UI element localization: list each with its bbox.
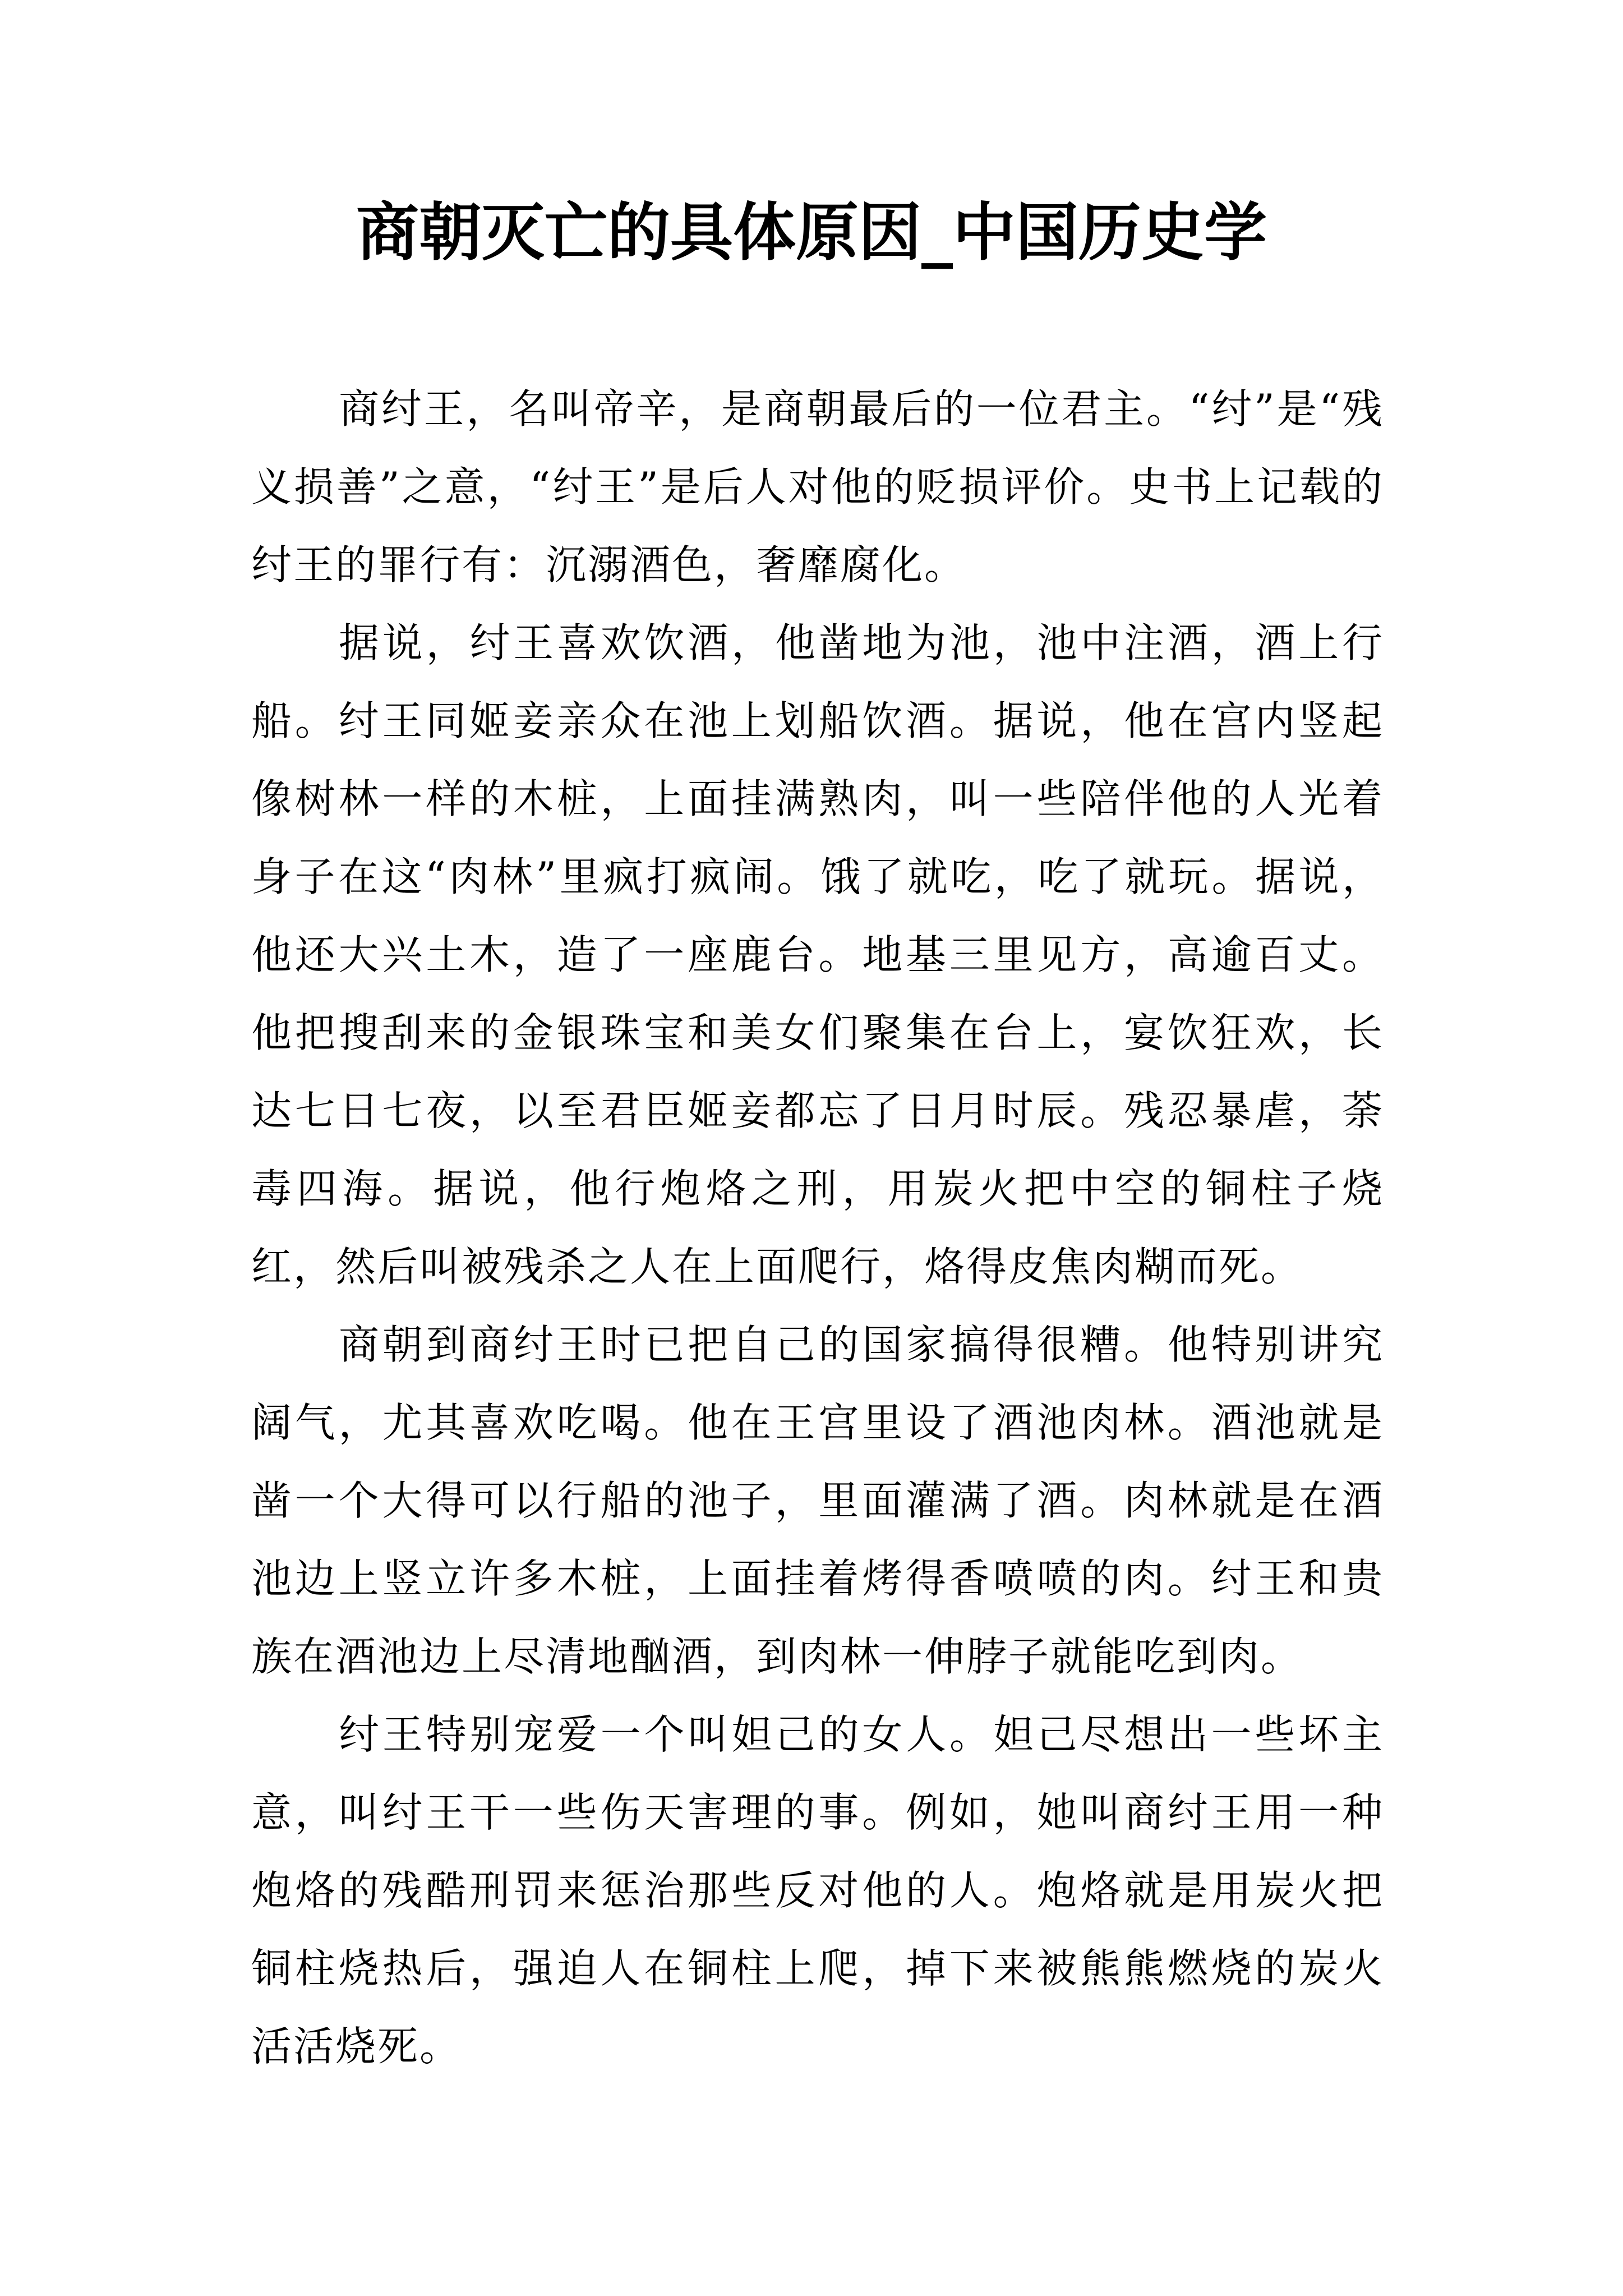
paragraph: 纣王特别宠爱一个叫妲己的女人。妲己尽想出一些坏主意，叫纣王干一些伤天害理的事。例如，她叫商纣王用一种炮烙的残酷刑罚来惩治那些反对他的人。炮烙就是用炭火把铜柱烧热后，强迫人在铜柱上爬，掉下来被熊熊燃烧的炭火活活烧死。 <box>251 1711 1384 2070</box>
document-title: 商朝灭亡的具体原因_中国历史学 <box>356 196 1267 269</box>
paragraph: 商朝到商纣王时已把自己的国家搞得很糟。他特别讲究阔气，尤其喜欢吃喝。他在王宫里设了酒池肉林。酒池就是凿一个大得可以行船的池子，里面灌满了酒。肉林就是在酒池边上竖立许多木桩，上面挂着烤得香喷喷的肉。纣王和贵族在酒池边上尽清地酗酒，到肉林一伸脖子就能吃到肉。 <box>251 1321 1384 1680</box>
document-body <box>251 370 1384 2086</box>
paragraph: 据说，纣王喜欢饮酒，他凿地为池，池中注酒，酒上行船。纣王同姬妾亲众在池上划船饮酒。据说，他在宫内竖起像树林一样的木桩，上面挂满熟肉，叫一些陪伴他的人光着身子在这“肉林”里疯打疯闹。饿了就吃，吃了就玩。据说，他还大兴土木，造了一座鹿台。地基三里见方，高逾百丈。他把搜刮来的金银珠宝和美女们聚集在台上，宴饮狂欢，长达七日七夜，以至君臣姬妾都忘了日月时辰。残忍暴虐，荼毒四海。据说，他行炮烙之刑，用炭火把中空的铜柱子烧红，然后叫被残杀之人在上面爬行，烙得皮焦肉糊而死。 <box>251 619 1384 1290</box>
paragraph: 商纣王，名叫帝辛，是商朝最后的一位君主。“纣”是“残义损善”之意，“纣王”是后人对他的贬损评价。史书上记载的纣王的罪行有：沉溺酒色，奢靡腐化。 <box>251 385 1384 588</box>
